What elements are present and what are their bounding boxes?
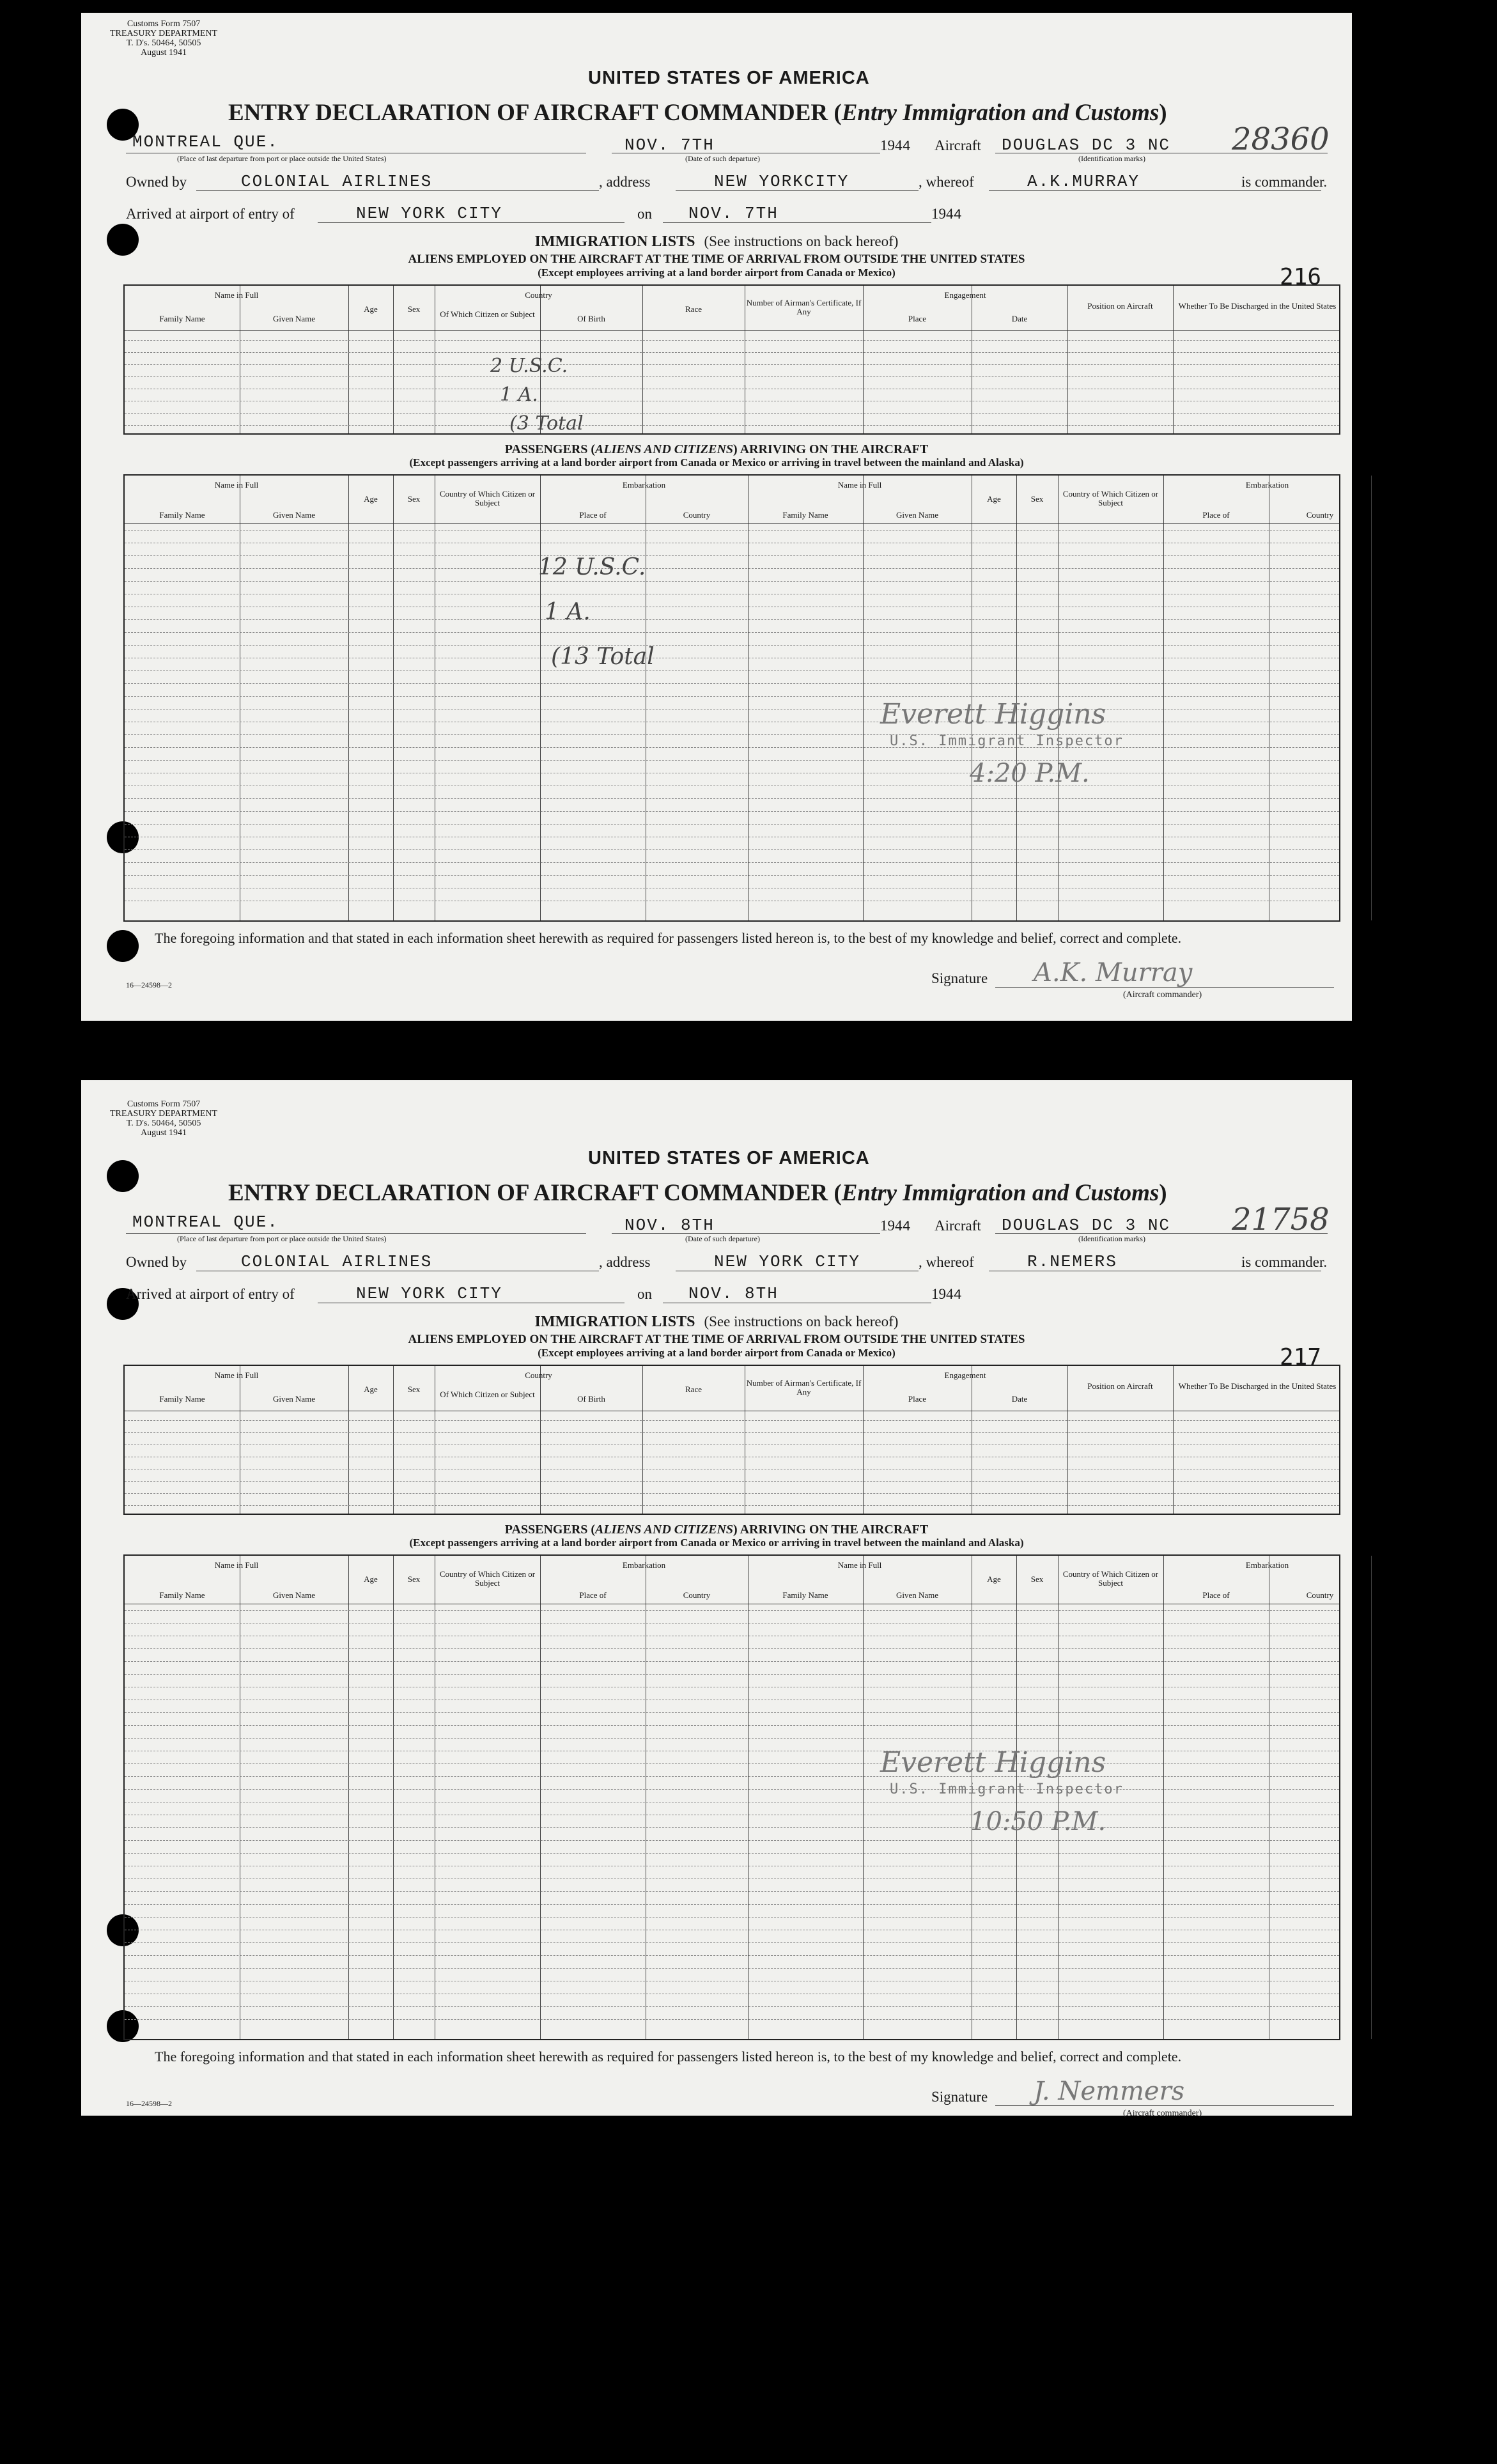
pax-header-right-age: Age	[987, 1574, 1001, 1584]
table-row	[125, 568, 1339, 569]
crew-annotation: 2 U.S.C.	[490, 355, 568, 377]
crew-header-race: Race	[685, 1384, 702, 1394]
table-column-divider	[1058, 1556, 1059, 2039]
table-column-divider	[540, 1556, 541, 2039]
arrival-airport: NEW YORK CITY	[356, 204, 502, 223]
customs-form-line: Customs Form 7507	[127, 1099, 201, 1109]
underline	[676, 190, 919, 191]
departure-date: NOV. 7TH	[624, 136, 715, 155]
table-row	[125, 364, 1339, 365]
pax-header-left-name-in-full: Name in Full	[214, 480, 259, 490]
passengers-heading	[81, 1523, 1352, 1537]
underline	[663, 222, 931, 223]
table-row	[125, 619, 1339, 620]
caption-ident: (Identification marks)	[1078, 154, 1145, 163]
table-column-divider	[863, 286, 864, 433]
pax-header-right-family-name: Family Name	[782, 1590, 828, 1600]
table-row	[125, 1420, 1339, 1421]
crew-annotation: (3 Total	[509, 412, 584, 435]
caption-date: (Date of such departure)	[685, 1234, 760, 1243]
pax-header-right-citizen: Country of Which Citizen or Subject	[1062, 489, 1159, 508]
declaration-form-1	[81, 13, 1352, 1021]
table-column-divider	[540, 1366, 541, 1514]
underline	[995, 1233, 1328, 1234]
inspector-signature: Everett Higgins	[880, 698, 1106, 731]
pax-header-right-place-of: Place of	[1202, 510, 1230, 520]
customs-form-line: T. D's. 50464, 50505	[126, 1119, 201, 1128]
table-row	[125, 413, 1339, 414]
table-row	[125, 760, 1339, 761]
arrival-airport: NEW YORK CITY	[356, 1284, 502, 1303]
caption-place: (Place of last departure from port or place outside the United States)	[177, 154, 387, 163]
table-row	[125, 425, 1339, 426]
crew-header-date: Date	[1011, 1394, 1028, 1404]
aliens-heading: ALIENS EMPLOYED ON THE AIRCRAFT AT THE TIME OF ARRIVAL FROM OUTSIDE THE UNITED STATES	[408, 252, 1025, 266]
form-title-main: ENTRY DECLARATION OF AIRCRAFT COMMANDER (	[228, 1180, 842, 1206]
underline	[989, 190, 1321, 191]
underline	[196, 190, 599, 191]
crew-header-age: Age	[364, 1384, 378, 1394]
owner: COLONIAL AIRLINES	[241, 172, 433, 191]
form-title-italic: Entry Immigration and Customs	[841, 100, 1160, 126]
table-row	[125, 1789, 1339, 1790]
table-row	[125, 734, 1339, 735]
departure-year	[880, 1218, 912, 1235]
table-row	[125, 645, 1339, 646]
form-title	[228, 99, 1167, 127]
pax-header-left-embarkation: Embarkation	[622, 1560, 666, 1570]
aliens-exception: (Except employees arriving at a land border airport from Canada or Mexico)	[538, 1347, 896, 1359]
form-title-close: )	[1159, 100, 1167, 126]
pax-annotation: 1 A.	[545, 599, 591, 625]
pax-header-right-age: Age	[987, 494, 1001, 504]
commander-name: R.NEMERS	[1027, 1252, 1117, 1271]
header-rule	[125, 330, 1339, 331]
table-column-divider	[863, 1366, 864, 1514]
pax-header-left-sex: Sex	[407, 1574, 421, 1584]
table-row	[125, 1725, 1339, 1726]
immigration-lists-heading	[81, 233, 1352, 251]
table-row	[125, 1481, 1339, 1482]
table-row	[125, 1904, 1339, 1905]
table-row	[125, 1712, 1339, 1713]
caption-place: (Place of last departure from port or place outside the United States)	[177, 1234, 387, 1243]
inspector-title: U.S. Immigrant Inspector	[890, 733, 1124, 749]
on-label: on	[637, 206, 652, 222]
table-column-divider	[393, 1556, 394, 2039]
immigration-note: (See instructions on back hereof)	[704, 233, 899, 249]
pax-header-right-citizen: Country of Which Citizen or Subject	[1062, 1569, 1159, 1588]
immigration-lists: IMMIGRATION LISTS	[534, 1313, 695, 1330]
punch-hole	[107, 1160, 139, 1192]
table-row	[125, 875, 1339, 876]
passenger-table	[123, 474, 1340, 922]
crew-header-place: Place	[908, 314, 927, 323]
year-digit: 4	[902, 139, 912, 155]
table-column-divider	[1371, 476, 1372, 920]
table-row	[125, 1674, 1339, 1675]
crew-table	[123, 1365, 1340, 1515]
crew-header-name-in-full: Name in Full	[214, 1370, 259, 1380]
table-row	[125, 1955, 1339, 1956]
underline	[126, 1233, 586, 1234]
form-code: 16—24598—2	[126, 980, 172, 989]
crew-header-sex: Sex	[407, 304, 421, 314]
form-title-italic: Entry Immigration and Customs	[841, 1180, 1160, 1206]
underline	[995, 2105, 1334, 2106]
table-row	[125, 696, 1339, 697]
table-row	[125, 632, 1339, 633]
table-row	[125, 1661, 1339, 1662]
pax-header-left-place-of: Place of	[579, 510, 607, 520]
address-label: , address	[599, 1254, 651, 1270]
departure-place: MONTREAL QUE.	[132, 132, 279, 151]
pax-header-left-family-name: Family Name	[159, 510, 205, 520]
inspector-signature: Everett Higgins	[880, 1746, 1106, 1779]
pax-header-left-sex: Sex	[407, 494, 421, 504]
table-row	[125, 1648, 1339, 1649]
pax-header-left-age: Age	[364, 1574, 378, 1584]
crew-header-discharged: Whether To Be Discharged in the United States	[1178, 301, 1337, 311]
aircraft-number: 21758	[1232, 1202, 1330, 1237]
table-row	[125, 1776, 1339, 1777]
crew-header-country: Country	[525, 1370, 552, 1380]
pax-header-right-sex: Sex	[1030, 1574, 1044, 1584]
passengers-heading-italic: ALIENS AND CITIZENS	[595, 1523, 734, 1537]
aircraft-label: Aircraft	[935, 1218, 981, 1234]
pax-header-right-given-name: Given Name	[896, 1590, 939, 1600]
is-commander: is commander.	[1241, 174, 1328, 190]
caption-ident: (Identification marks)	[1078, 1234, 1145, 1243]
passengers-heading	[81, 442, 1352, 457]
is-commander: is commander.	[1241, 1254, 1328, 1270]
pax-header-left-country: Country	[683, 1590, 711, 1600]
on-label: on	[637, 1286, 652, 1302]
pax-header-left-family-name: Family Name	[159, 1590, 205, 1600]
form-title	[228, 1179, 1167, 1207]
year-prefix: 194	[880, 137, 903, 153]
crew-header-cert: Number of Airman's Certificate, If Any	[746, 1378, 862, 1397]
arrived-label: Arrived at airport of entry of	[126, 1286, 295, 1302]
year-digit: 4	[953, 207, 963, 223]
passengers-heading-2: ) ARRIVING ON THE AIRCRAFT	[733, 442, 929, 456]
whereof-label: , whereof	[919, 1254, 974, 1270]
table-row	[125, 1505, 1339, 1506]
passenger-table	[123, 1554, 1340, 2040]
aircraft-id: DOUGLAS DC 3 NC	[1002, 1216, 1171, 1235]
pax-header-right-embarkation: Embarkation	[1245, 1560, 1289, 1570]
pax-header-left-country: Country	[683, 510, 711, 520]
pax-header-right-family-name: Family Name	[782, 510, 828, 520]
year-prefix: 194	[931, 206, 954, 222]
table-row	[125, 340, 1339, 341]
table-row	[125, 1738, 1339, 1739]
departure-place: MONTREAL QUE.	[132, 1213, 279, 1232]
aircraft-label: Aircraft	[935, 137, 981, 153]
pax-header-left-place-of: Place of	[579, 1590, 607, 1600]
table-column-divider	[1371, 1556, 1372, 2039]
crew-header-sex: Sex	[407, 1384, 421, 1394]
table-row	[125, 824, 1339, 825]
country-heading: UNITED STATES OF AMERICA	[588, 1148, 870, 1168]
form-title-main: ENTRY DECLARATION OF AIRCRAFT COMMANDER (	[228, 100, 842, 126]
pax-annotation: (13 Total	[551, 644, 655, 670]
inspection-time: 10:50 P.M.	[970, 1807, 1106, 1836]
customs-form-line: August 1941	[141, 1128, 187, 1138]
whereof-label: , whereof	[919, 174, 974, 190]
table-row	[125, 581, 1339, 582]
pax-header-left-given-name: Given Name	[272, 510, 316, 520]
sheet-number: 217	[1280, 1344, 1322, 1370]
aircraft-number: 28360	[1232, 121, 1330, 157]
passengers-heading-1: PASSENGERS (	[504, 1523, 596, 1537]
crew-header-discharged: Whether To Be Discharged in the United States	[1178, 1381, 1337, 1391]
passengers-exception: (Except passengers arriving at a land border airport from Canada or Mexico or arriving in travel between the mainland and Alaska)	[409, 1537, 1024, 1549]
aircraft-commander-caption: (Aircraft commander)	[1123, 2109, 1202, 2118]
crew-header-family-name: Family Name	[159, 314, 205, 323]
immigration-lists-heading	[81, 1313, 1352, 1331]
underline	[995, 987, 1334, 988]
pax-header-left-citizen: Country of Which Citizen or Subject	[439, 489, 536, 508]
crew-header-cert: Number of Airman's Certificate, If Any	[746, 298, 862, 316]
customs-form-line: TREASURY DEPARTMENT	[110, 29, 218, 38]
underline	[318, 222, 624, 223]
table-row	[125, 670, 1339, 671]
crew-header-position: Position on Aircraft	[1087, 301, 1153, 311]
header-rule	[125, 523, 1339, 524]
crew-annotation: 1 A.	[500, 384, 538, 406]
address: NEW YORK CITY	[714, 1252, 860, 1271]
year-prefix: 194	[931, 1286, 954, 1302]
pax-header-right-place-of: Place of	[1202, 1590, 1230, 1600]
passengers-heading-1: PASSENGERS (	[504, 442, 596, 456]
table-row	[125, 811, 1339, 812]
crew-header-name-in-full: Name in Full	[214, 290, 259, 300]
aliens-heading: ALIENS EMPLOYED ON THE AIRCRAFT AT THE TIME OF ARRIVAL FROM OUTSIDE THE UNITED STATES	[408, 1333, 1025, 1346]
commander-name: A.K.MURRAY	[1027, 172, 1140, 191]
owned-label: Owned by	[126, 1254, 187, 1270]
commander-signature: A.K. Murray	[1034, 958, 1193, 988]
passengers-heading-2: ) ARRIVING ON THE AIRCRAFT	[733, 1523, 929, 1537]
pax-header-right-country: Country	[1306, 510, 1334, 520]
inspection-time: 4:20 P.M.	[970, 759, 1090, 788]
pax-header-right-country: Country	[1306, 1590, 1334, 1600]
table-row	[125, 798, 1339, 799]
signature-label: Signature	[931, 2089, 988, 2105]
inspector-title: U.S. Immigrant Inspector	[890, 1781, 1124, 1797]
address-label: , address	[599, 174, 651, 190]
owner: COLONIAL AIRLINES	[241, 1252, 433, 1271]
table-column-divider	[1163, 1556, 1164, 2039]
table-row	[125, 555, 1339, 556]
table-row	[125, 352, 1339, 353]
crew-header-citizen-of: Of Which Citizen or Subject	[440, 309, 535, 319]
table-column-divider	[863, 1556, 864, 2039]
arrival-year	[931, 206, 963, 223]
pax-header-right-name-in-full: Name in Full	[837, 480, 882, 490]
table-row	[125, 1917, 1339, 1918]
crew-header-given-name: Given Name	[272, 1394, 316, 1404]
sheet-number: 216	[1280, 264, 1322, 290]
table-row	[125, 1827, 1339, 1828]
pax-header-right-embarkation: Embarkation	[1245, 480, 1289, 490]
address: NEW YORKCITY	[714, 172, 849, 191]
owned-label: Owned by	[126, 174, 187, 190]
table-column-divider	[348, 1556, 349, 2039]
year-digit: 4	[902, 1219, 912, 1235]
arrival-date: NOV. 8TH	[688, 1284, 779, 1303]
table-row	[125, 1493, 1339, 1494]
table-row	[125, 2019, 1339, 2020]
table-row	[125, 1840, 1339, 1841]
pax-header-left-given-name: Given Name	[272, 1590, 316, 1600]
crew-header-birth: Of Birth	[577, 314, 605, 323]
aircraft-commander-caption: (Aircraft commander)	[1123, 990, 1202, 1000]
customs-form-line: August 1941	[141, 48, 187, 58]
year-prefix: 194	[880, 1218, 903, 1234]
table-row	[125, 530, 1339, 531]
arrived-label: Arrived at airport of entry of	[126, 206, 295, 222]
form-title-close: )	[1159, 1180, 1167, 1206]
table-row	[125, 1763, 1339, 1764]
crew-table	[123, 284, 1340, 435]
pax-header-right-sex: Sex	[1030, 494, 1044, 504]
passengers-exception: (Except passengers arriving at a land border airport from Canada or Mexico or arriving in travel between the mainland and Alaska)	[409, 456, 1024, 469]
crew-header-engagement: Engagement	[944, 290, 986, 300]
underline	[612, 1233, 880, 1234]
country-heading: UNITED STATES OF AMERICA	[588, 68, 870, 88]
foregoing-statement: The foregoing information and that stated in each information sheet herewith as required for passengers listed hereon is, to the best of my knowledge and belief, correct and complete.	[155, 930, 1182, 946]
table-row	[125, 1891, 1339, 1892]
foregoing-statement: The foregoing information and that stated in each information sheet herewith as required for passengers listed hereon is, to the best of my knowledge and belief, correct and complete.	[155, 2049, 1182, 2065]
table-row	[125, 1942, 1339, 1943]
aircraft-id: DOUGLAS DC 3 NC	[1002, 136, 1171, 155]
aliens-exception: (Except employees arriving at a land border airport from Canada or Mexico)	[538, 267, 896, 279]
customs-form-line: TREASURY DEPARTMENT	[110, 1109, 218, 1119]
crew-header-citizen-of: Of Which Citizen or Subject	[440, 1390, 535, 1399]
table-row	[125, 1968, 1339, 1969]
crew-header-date: Date	[1011, 314, 1028, 323]
crew-header-birth: Of Birth	[577, 1394, 605, 1404]
immigration-lists: IMMIGRATION LISTS	[534, 233, 695, 250]
crew-header-given-name: Given Name	[272, 314, 316, 323]
table-row	[125, 747, 1339, 748]
crew-header-position: Position on Aircraft	[1087, 1381, 1153, 1391]
pax-header-left-age: Age	[364, 494, 378, 504]
declaration-form-2	[81, 1080, 1352, 2116]
table-row	[125, 849, 1339, 850]
customs-form-id	[110, 19, 217, 58]
pax-annotation: 12 U.S.C.	[538, 554, 646, 580]
year-digit: 4	[953, 1287, 963, 1303]
arrival-date: NOV. 7TH	[688, 204, 779, 223]
table-row	[125, 683, 1339, 684]
pax-header-right-name-in-full: Name in Full	[837, 1560, 882, 1570]
crew-header-engagement: Engagement	[944, 1370, 986, 1380]
crew-header-age: Age	[364, 304, 378, 314]
table-row	[125, 1853, 1339, 1854]
form-code: 16—24598—2	[126, 2099, 172, 2108]
table-row	[125, 2006, 1339, 2007]
arrival-year	[931, 1286, 963, 1303]
table-row	[125, 1432, 1339, 1433]
passengers-heading-italic: ALIENS AND CITIZENS	[595, 442, 734, 456]
table-row	[125, 376, 1339, 377]
caption-date: (Date of such departure)	[685, 154, 760, 163]
pax-header-left-name-in-full: Name in Full	[214, 1560, 259, 1570]
pax-header-right-given-name: Given Name	[896, 510, 939, 520]
table-row	[125, 1610, 1339, 1611]
departure-date: NOV. 8TH	[624, 1216, 715, 1235]
crew-header-place: Place	[908, 1394, 927, 1404]
table-row	[125, 862, 1339, 863]
customs-form-line: Customs Form 7507	[127, 19, 201, 29]
pax-header-left-embarkation: Embarkation	[622, 480, 666, 490]
crew-header-race: Race	[685, 304, 702, 314]
immigration-note: (See instructions on back hereof)	[704, 1313, 899, 1329]
signature-label: Signature	[931, 970, 988, 986]
customs-form-line: T. D's. 50464, 50505	[126, 38, 201, 48]
departure-year	[880, 137, 912, 155]
pax-header-left-citizen: Country of Which Citizen or Subject	[439, 1569, 536, 1588]
customs-form-id	[110, 1099, 217, 1138]
crew-header-country: Country	[525, 290, 552, 300]
table-column-divider	[1016, 1556, 1017, 2039]
crew-header-family-name: Family Name	[159, 1394, 205, 1404]
commander-signature: J. Nemmers	[1034, 2077, 1185, 2106]
